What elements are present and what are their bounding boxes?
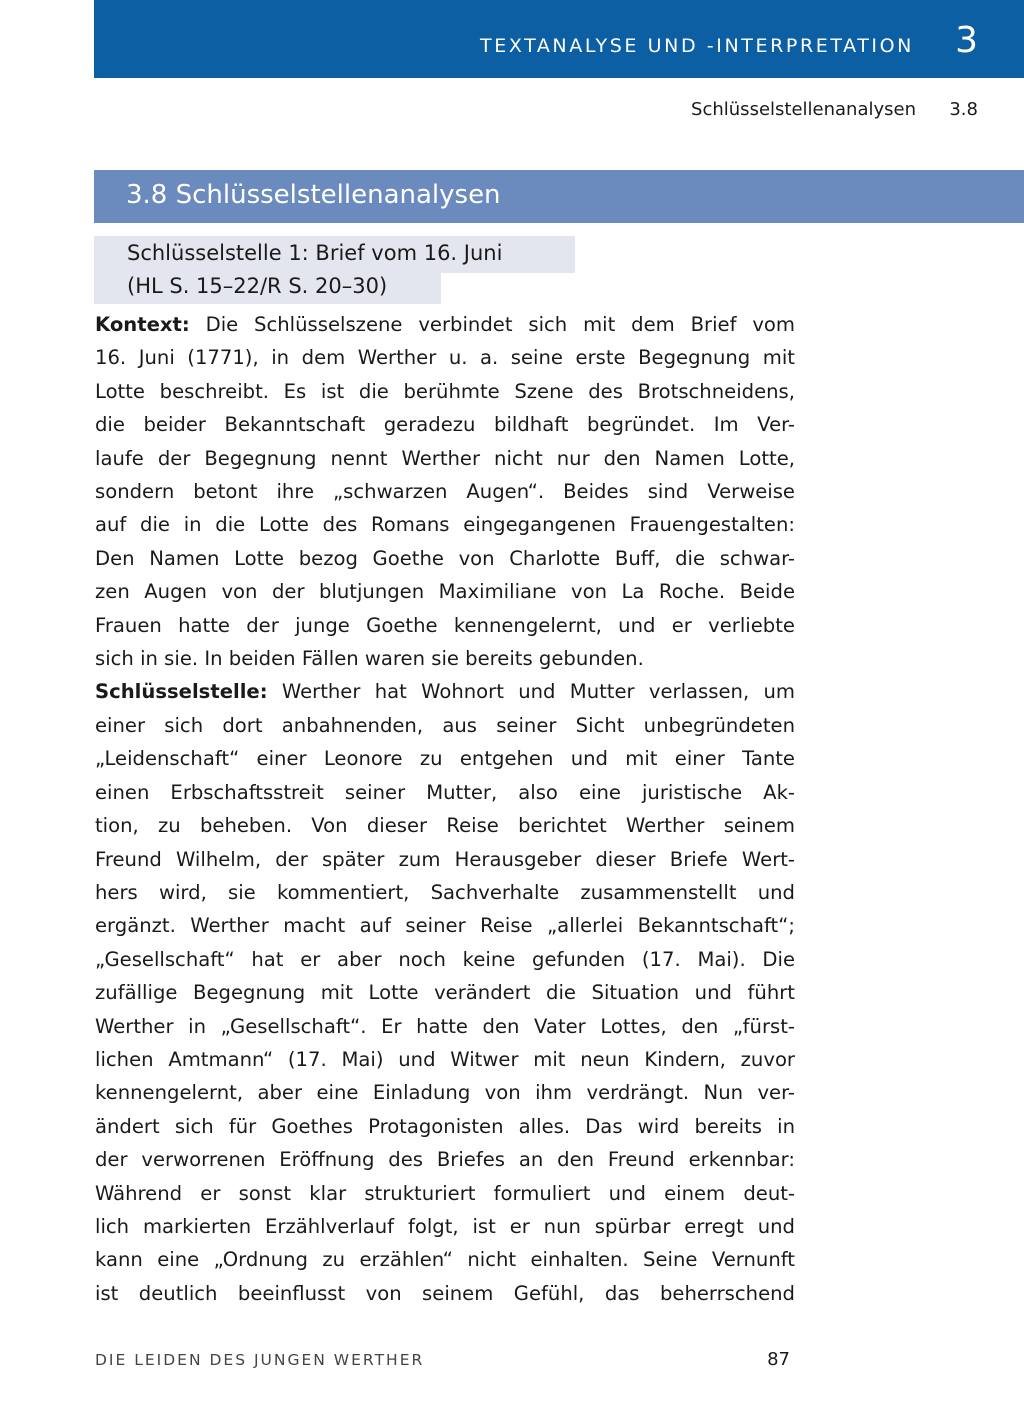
body-line: Frauen hatte der junge Goethe kennengelernt, und er verliebte — [95, 613, 795, 637]
body-line: Lotte beschreibt. Es ist die berühmte Szene des Brotschneidens, — [95, 379, 795, 403]
body-line: laufe der Begegnung nennt Werther nicht nur den Namen Lotte, — [95, 446, 795, 470]
body-line: lich markierten Erzählverlauf folgt, ist er nun spürbar erregt und — [95, 1214, 795, 1238]
section-banner — [94, 170, 1024, 223]
body-line — [95, 675, 795, 708]
body-line: sondern betont ihre „schwarzen Augen“. Beides sind Verweise — [95, 480, 795, 504]
body-line: kennengelernt, aber eine Einladung von ihm verdrängt. Nun ver- — [95, 1081, 795, 1105]
chapter-number: 3 — [955, 20, 978, 61]
body-line: sich in sie. In beiden Fällen waren sie bereits gebunden. — [95, 647, 644, 671]
passage-label: Schlüsselstelle: — [95, 680, 268, 704]
body-line: 16. Juni (1771), in dem Werther u. a. seine erste Begegnung mit — [95, 346, 795, 370]
footer-book-title: DIE LEIDEN DES JUNGEN WERTHER — [95, 1351, 425, 1369]
body-line: Während er sonst klar strukturiert formuliert und einem deut- — [95, 1181, 795, 1205]
section-heading: 3.8 Schlüsselstellenanalysen — [126, 180, 501, 210]
body-line: zufällige Begegnung mit Lotte verändert die Situation und führt — [95, 981, 795, 1005]
body-line: ändert sich für Goethes Protagonisten alles. Das wird bereits in — [95, 1114, 795, 1138]
body-line: ist deutlich beeinflusst von seinem Gefühl, das beherrschend — [95, 1281, 795, 1305]
body-line: hers wird, sie kommentiert, Sachverhalte zusammenstellt und — [95, 880, 795, 904]
chapter-header-bar — [94, 0, 1024, 78]
chapter-title: TEXTANALYSE UND -INTERPRETATION — [480, 35, 914, 57]
body-line: einer sich dort anbahnenden, aus seiner Sicht unbegründeten — [95, 713, 795, 737]
body-line: Freund Wilhelm, der später zum Herausgeber dieser Briefe Wert- — [95, 847, 795, 871]
running-section-label: Schlüsselstellenanalysen — [691, 99, 916, 120]
body-line: kann eine „Ordnung zu erzählen“ nicht einhalten. Seine Vernunft — [95, 1248, 795, 1272]
body-line: der verworrenen Eröffnung des Briefes an den Freund erkennbar: — [95, 1148, 795, 1172]
body-line: tion, zu beheben. Von dieser Reise berichtet Werther seinem — [95, 814, 795, 838]
body-line: Werther in „Gesellschaft“. Er hatte den Vater Lottes, den „fürst- — [95, 1014, 795, 1038]
body-line-text: Die Schlüsselszene verbindet sich mit dem Brief vom — [189, 313, 795, 336]
context-label: Kontext: — [95, 313, 190, 336]
body-line: die beider Bekanntschaft geradezu bildhaft begründet. Im Ver- — [95, 413, 795, 437]
body-line: „Leidenschaft“ einer Leonore zu entgehen und mit einer Tante — [95, 747, 795, 771]
body-line: lichen Amtmann“ (17. Mai) und Witwer mit neun Kindern, zuvor — [95, 1047, 795, 1071]
body-line — [95, 308, 795, 341]
body-line: auf die in die Lotte des Romans eingegangenen Frauengestalten: — [95, 513, 795, 537]
body-line: einen Erbschaftsstreit seiner Mutter, also eine juristische Ak- — [95, 780, 795, 804]
body-line-text: Werther hat Wohnort und Mutter verlassen, um — [267, 680, 795, 704]
body-line: Den Namen Lotte bezog Goethe von Charlotte Buff, die schwar- — [95, 546, 795, 570]
page-number: 87 — [767, 1349, 790, 1370]
running-section-number: 3.8 — [949, 99, 978, 120]
key-passage-title: Schlüsselstelle 1: Brief vom 16. Juni — [127, 241, 503, 265]
body-line: zen Augen von der blutjungen Maximiliane von La Roche. Beide — [95, 580, 795, 604]
body-line: „Gesellschaft“ hat er aber noch keine gefunden (17. Mai). Die — [95, 947, 795, 971]
body-line: ergänzt. Werther macht auf seiner Reise „allerlei Bekanntschaft“; — [95, 914, 795, 938]
key-passage-reference: (HL S. 15–22/R S. 20–30) — [127, 274, 388, 298]
body-text — [95, 308, 795, 1310]
